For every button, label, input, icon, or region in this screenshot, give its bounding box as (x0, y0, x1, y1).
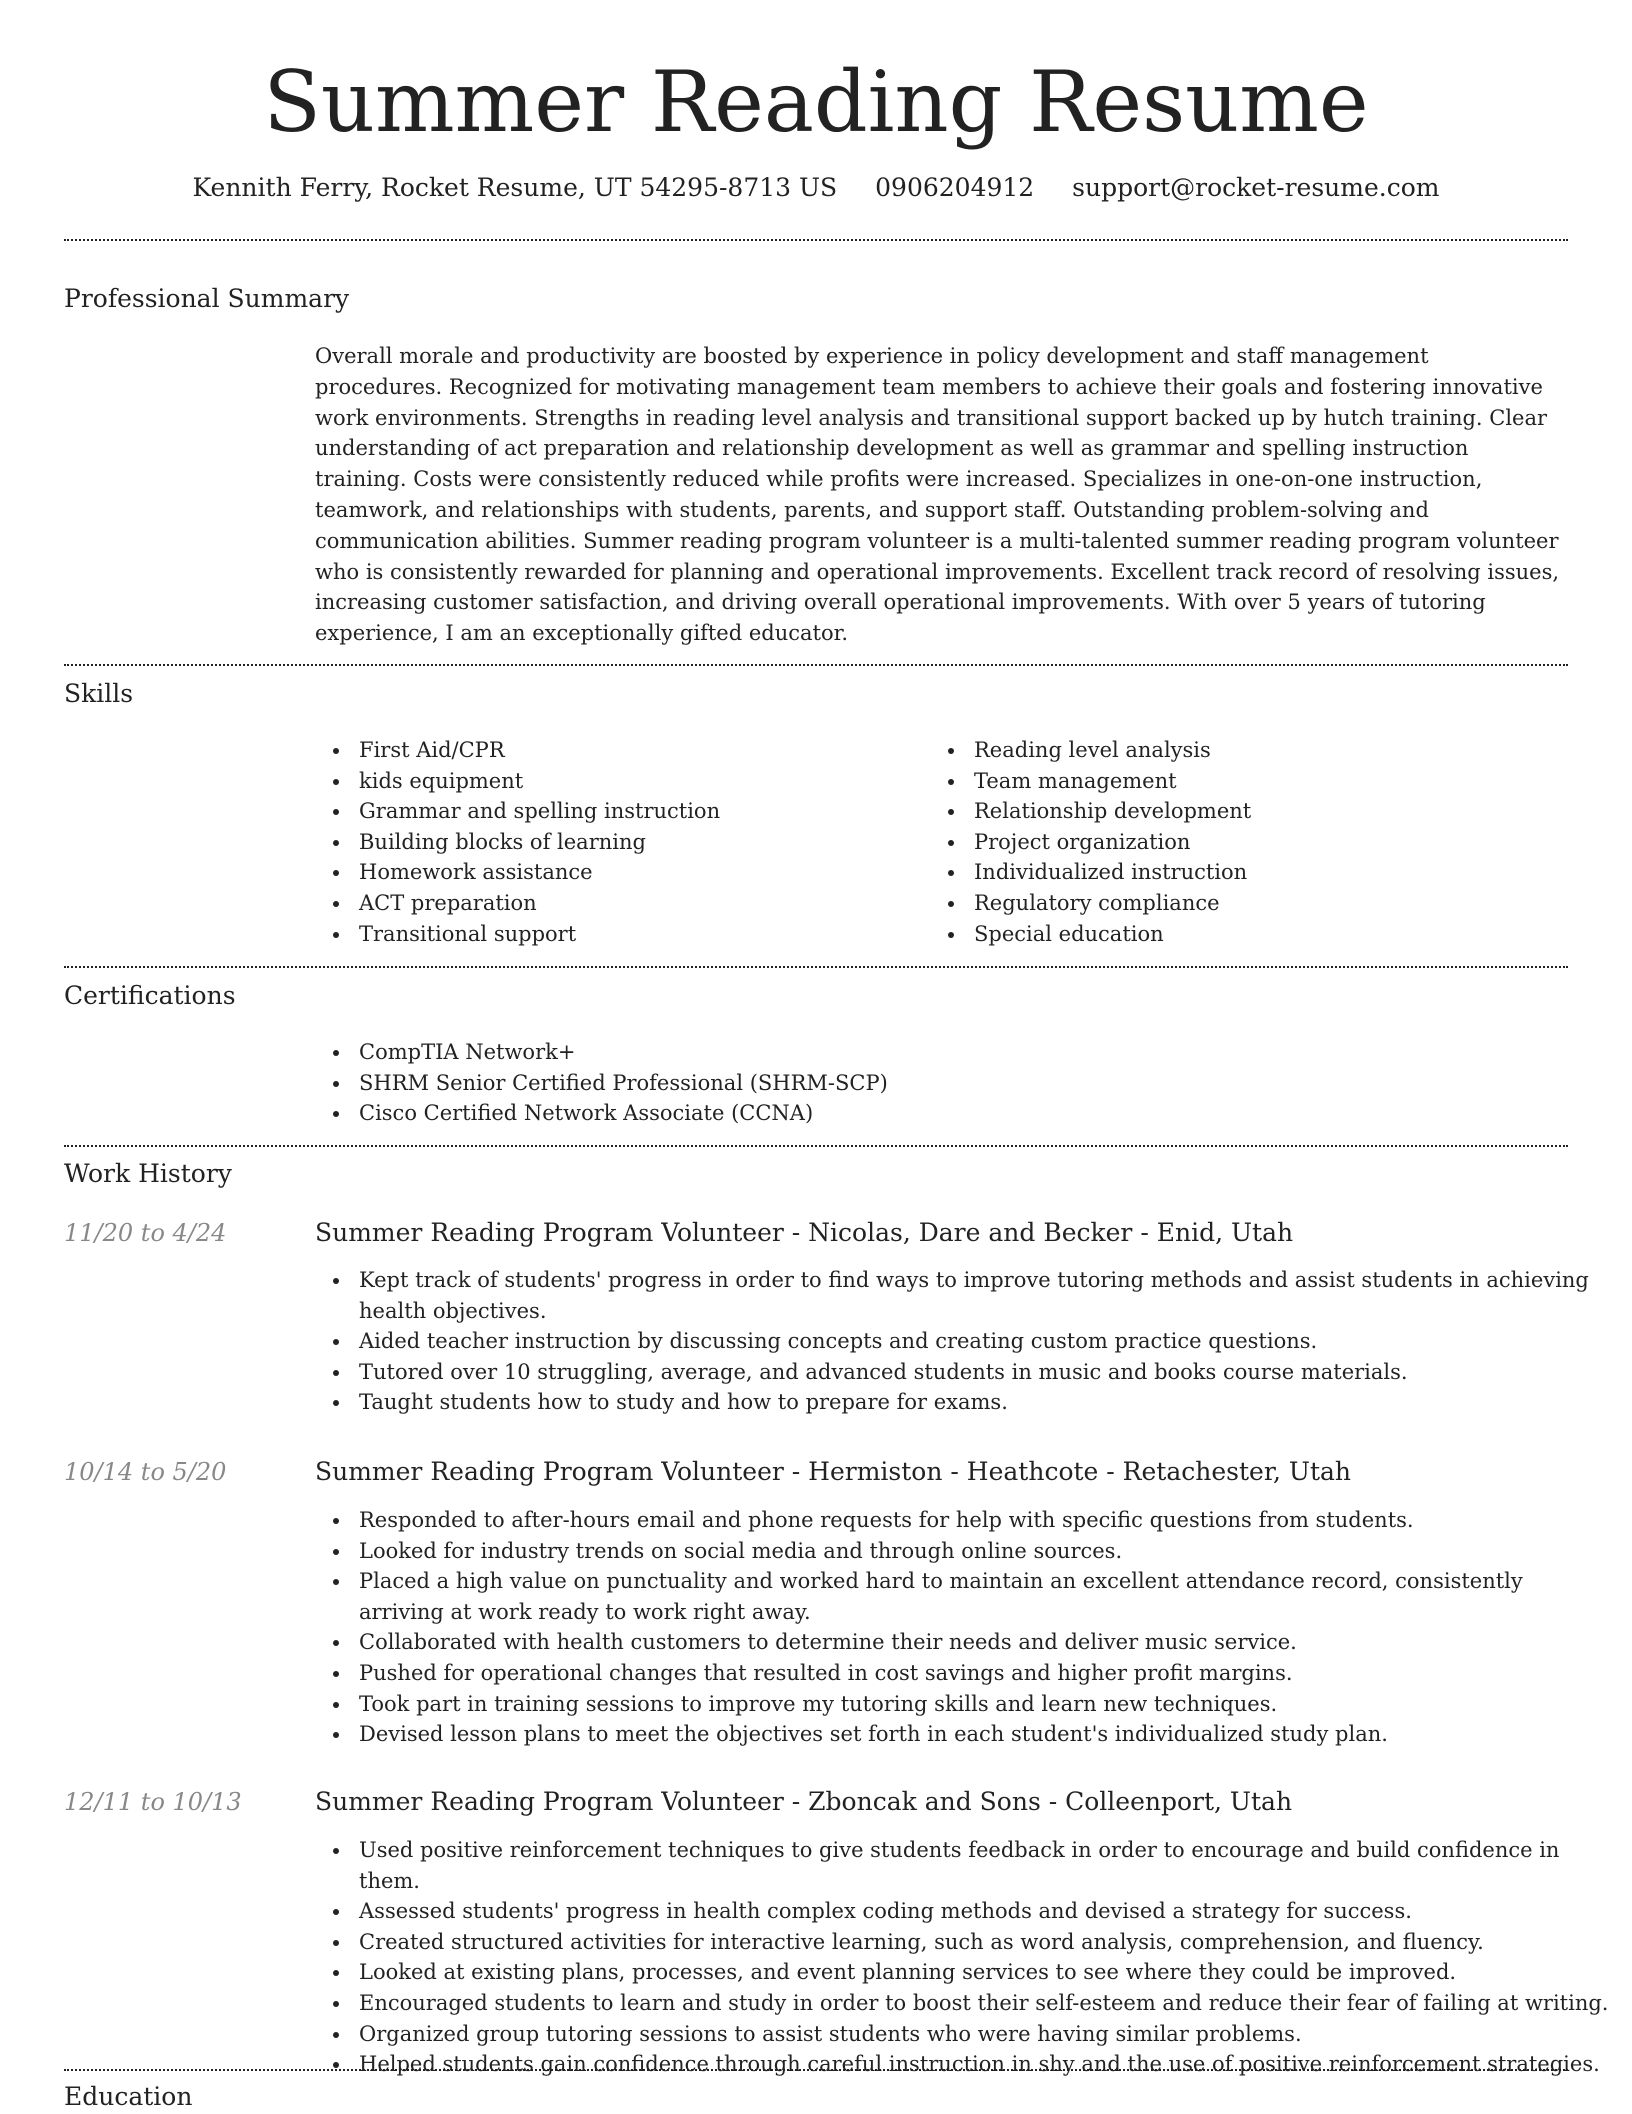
job-bullet: Encouraged students to learn and study in order to boost their self-esteem and reduce their fear of failing at writing. (359, 1988, 1609, 2019)
job-bullet: Tutored over 10 struggling, average, and advanced students in music and books course materials. (359, 1357, 1609, 1388)
job-bullet: Pushed for operational changes that resulted in cost savings and higher profit margins. (359, 1658, 1609, 1689)
resume-title: Summer Reading Resume (263, 53, 1369, 151)
job-bullet: Taught students how to study and how to prepare for exams. (359, 1387, 1609, 1418)
job-bullet: Aided teacher instruction by discussing concepts and creating custom practice questions. (359, 1326, 1609, 1357)
certification-item: CompTIA Network+ (359, 1037, 1559, 1068)
skills-list-left (315, 735, 919, 949)
certifications-heading: Certifications (64, 981, 236, 1010)
work-heading: Work History (64, 1159, 232, 1188)
skill-item: Reading level analysis (974, 735, 1534, 766)
skills-heading: Skills (64, 679, 134, 708)
summary-heading: Professional Summary (64, 284, 350, 313)
job-bullet: Kept track of students' progress in order to find ways to improve tutoring methods and assist students in achieving health objectives. (359, 1265, 1609, 1326)
job-bullet: Placed a high value on punctuality and worked hard to maintain an excellent attendance record, consistently arriving at work ready to work right away. (359, 1566, 1609, 1627)
skill-item: Homework assistance (359, 857, 919, 888)
job-bullet: Created structured activities for interactive learning, such as word analysis, comprehension, and fluency. (359, 1927, 1609, 1958)
skill-item: Building blocks of learning (359, 827, 919, 858)
job-bullet: Looked at existing plans, processes, and event planning services to see where they could be improved. (359, 1957, 1609, 1988)
certifications-list (315, 1037, 1559, 1129)
skill-item: Special education (974, 919, 1534, 950)
skill-item: Individualized instruction (974, 857, 1534, 888)
summary-text: Overall morale and productivity are boosted by experience in policy development and staff management procedures. Recognized for motivating management team members to achieve their goals and fostering innovative work environments. Strengths in reading level analysis and transitional support backed up by hutch training. Clear understanding of act preparation and relationship development as well as grammar and spelling instruction training. Costs were consistently reduced while profits were increased. Specializes in one-on-one instruction, teamwork, and relationships with students, parents, and support staff. Outstanding problem-solving and communication abilities. Summer reading program volunteer is a multi-talented summer reading program volunteer who is consistently rewarded for planning and operational improvements. Excellent track record of resolving issues, increasing customer satisfaction, and driving overall operational improvements. With over 5 years of tutoring experience, I am an exceptionally gifted educator. (315, 344, 1560, 646)
job-bullet: Took part in training sessions to improve my tutoring skills and learn new techniques. (359, 1689, 1609, 1720)
job-bullet: Responded to after-hours email and phone requests for help with specific questions from students. (359, 1505, 1609, 1536)
skill-item: Grammar and spelling instruction (359, 796, 919, 827)
skill-item: Relationship development (974, 796, 1534, 827)
job-bullets (315, 1265, 1609, 1418)
contact-address: Kennith Ferry, Rocket Resume, UT 54295-8713 US (192, 173, 838, 202)
section-divider (64, 2069, 1568, 2071)
contact-phone: 0906204912 (875, 173, 1035, 202)
skills-list-right (930, 735, 1534, 949)
education-heading: Education (64, 2082, 193, 2111)
job-title: Summer Reading Program Volunteer - Zboncak and Sons - Colleenport, Utah (315, 1787, 1293, 1816)
section-divider (64, 966, 1568, 968)
skill-item: Transitional support (359, 919, 919, 950)
job-bullet: Looked for industry trends on social media and through online sources. (359, 1536, 1609, 1567)
skill-item: Team management (974, 766, 1534, 797)
contact-line (0, 170, 1632, 206)
skill-item: Regulatory compliance (974, 888, 1534, 919)
job-dates: 12/11 to 10/13 (64, 1788, 242, 1816)
job-bullet: Collaborated with health customers to determine their needs and deliver music service. (359, 1627, 1609, 1658)
job-bullet: Devised lesson plans to meet the objectives set forth in each student's individualized study plan. (359, 1719, 1609, 1750)
section-divider (64, 239, 1568, 241)
skill-item: First Aid/CPR (359, 735, 919, 766)
job-dates: 11/20 to 4/24 (64, 1219, 227, 1247)
job-bullet: Assessed students' progress in health complex coding methods and devised a strategy for success. (359, 1896, 1609, 1927)
job-bullet: Helped students gain confidence through careful instruction in shy and the use of positive reinforcement strategies. (359, 2049, 1609, 2080)
skill-item: kids equipment (359, 766, 919, 797)
job-title: Summer Reading Program Volunteer - Nicolas, Dare and Becker - Enid, Utah (315, 1218, 1294, 1247)
certification-item: Cisco Certified Network Associate (CCNA) (359, 1098, 1559, 1129)
job-bullets (315, 1505, 1609, 1750)
skill-item: Project organization (974, 827, 1534, 858)
job-bullets (315, 1835, 1609, 2080)
job-bullet: Used positive reinforcement techniques to give students feedback in order to encourage and build confidence in them. (359, 1835, 1609, 1896)
section-divider (64, 1145, 1568, 1147)
skill-item: ACT preparation (359, 888, 919, 919)
contact-email: support@rocket-resume.com (1072, 173, 1440, 202)
job-bullet: Organized group tutoring sessions to assist students who were having similar problems. (359, 2019, 1609, 2050)
job-title: Summer Reading Program Volunteer - Hermiston - Heathcote - Retachester, Utah (315, 1457, 1352, 1486)
certification-item: SHRM Senior Certified Professional (SHRM-SCP) (359, 1068, 1559, 1099)
section-divider (64, 664, 1568, 666)
job-dates: 10/14 to 5/20 (64, 1458, 227, 1486)
